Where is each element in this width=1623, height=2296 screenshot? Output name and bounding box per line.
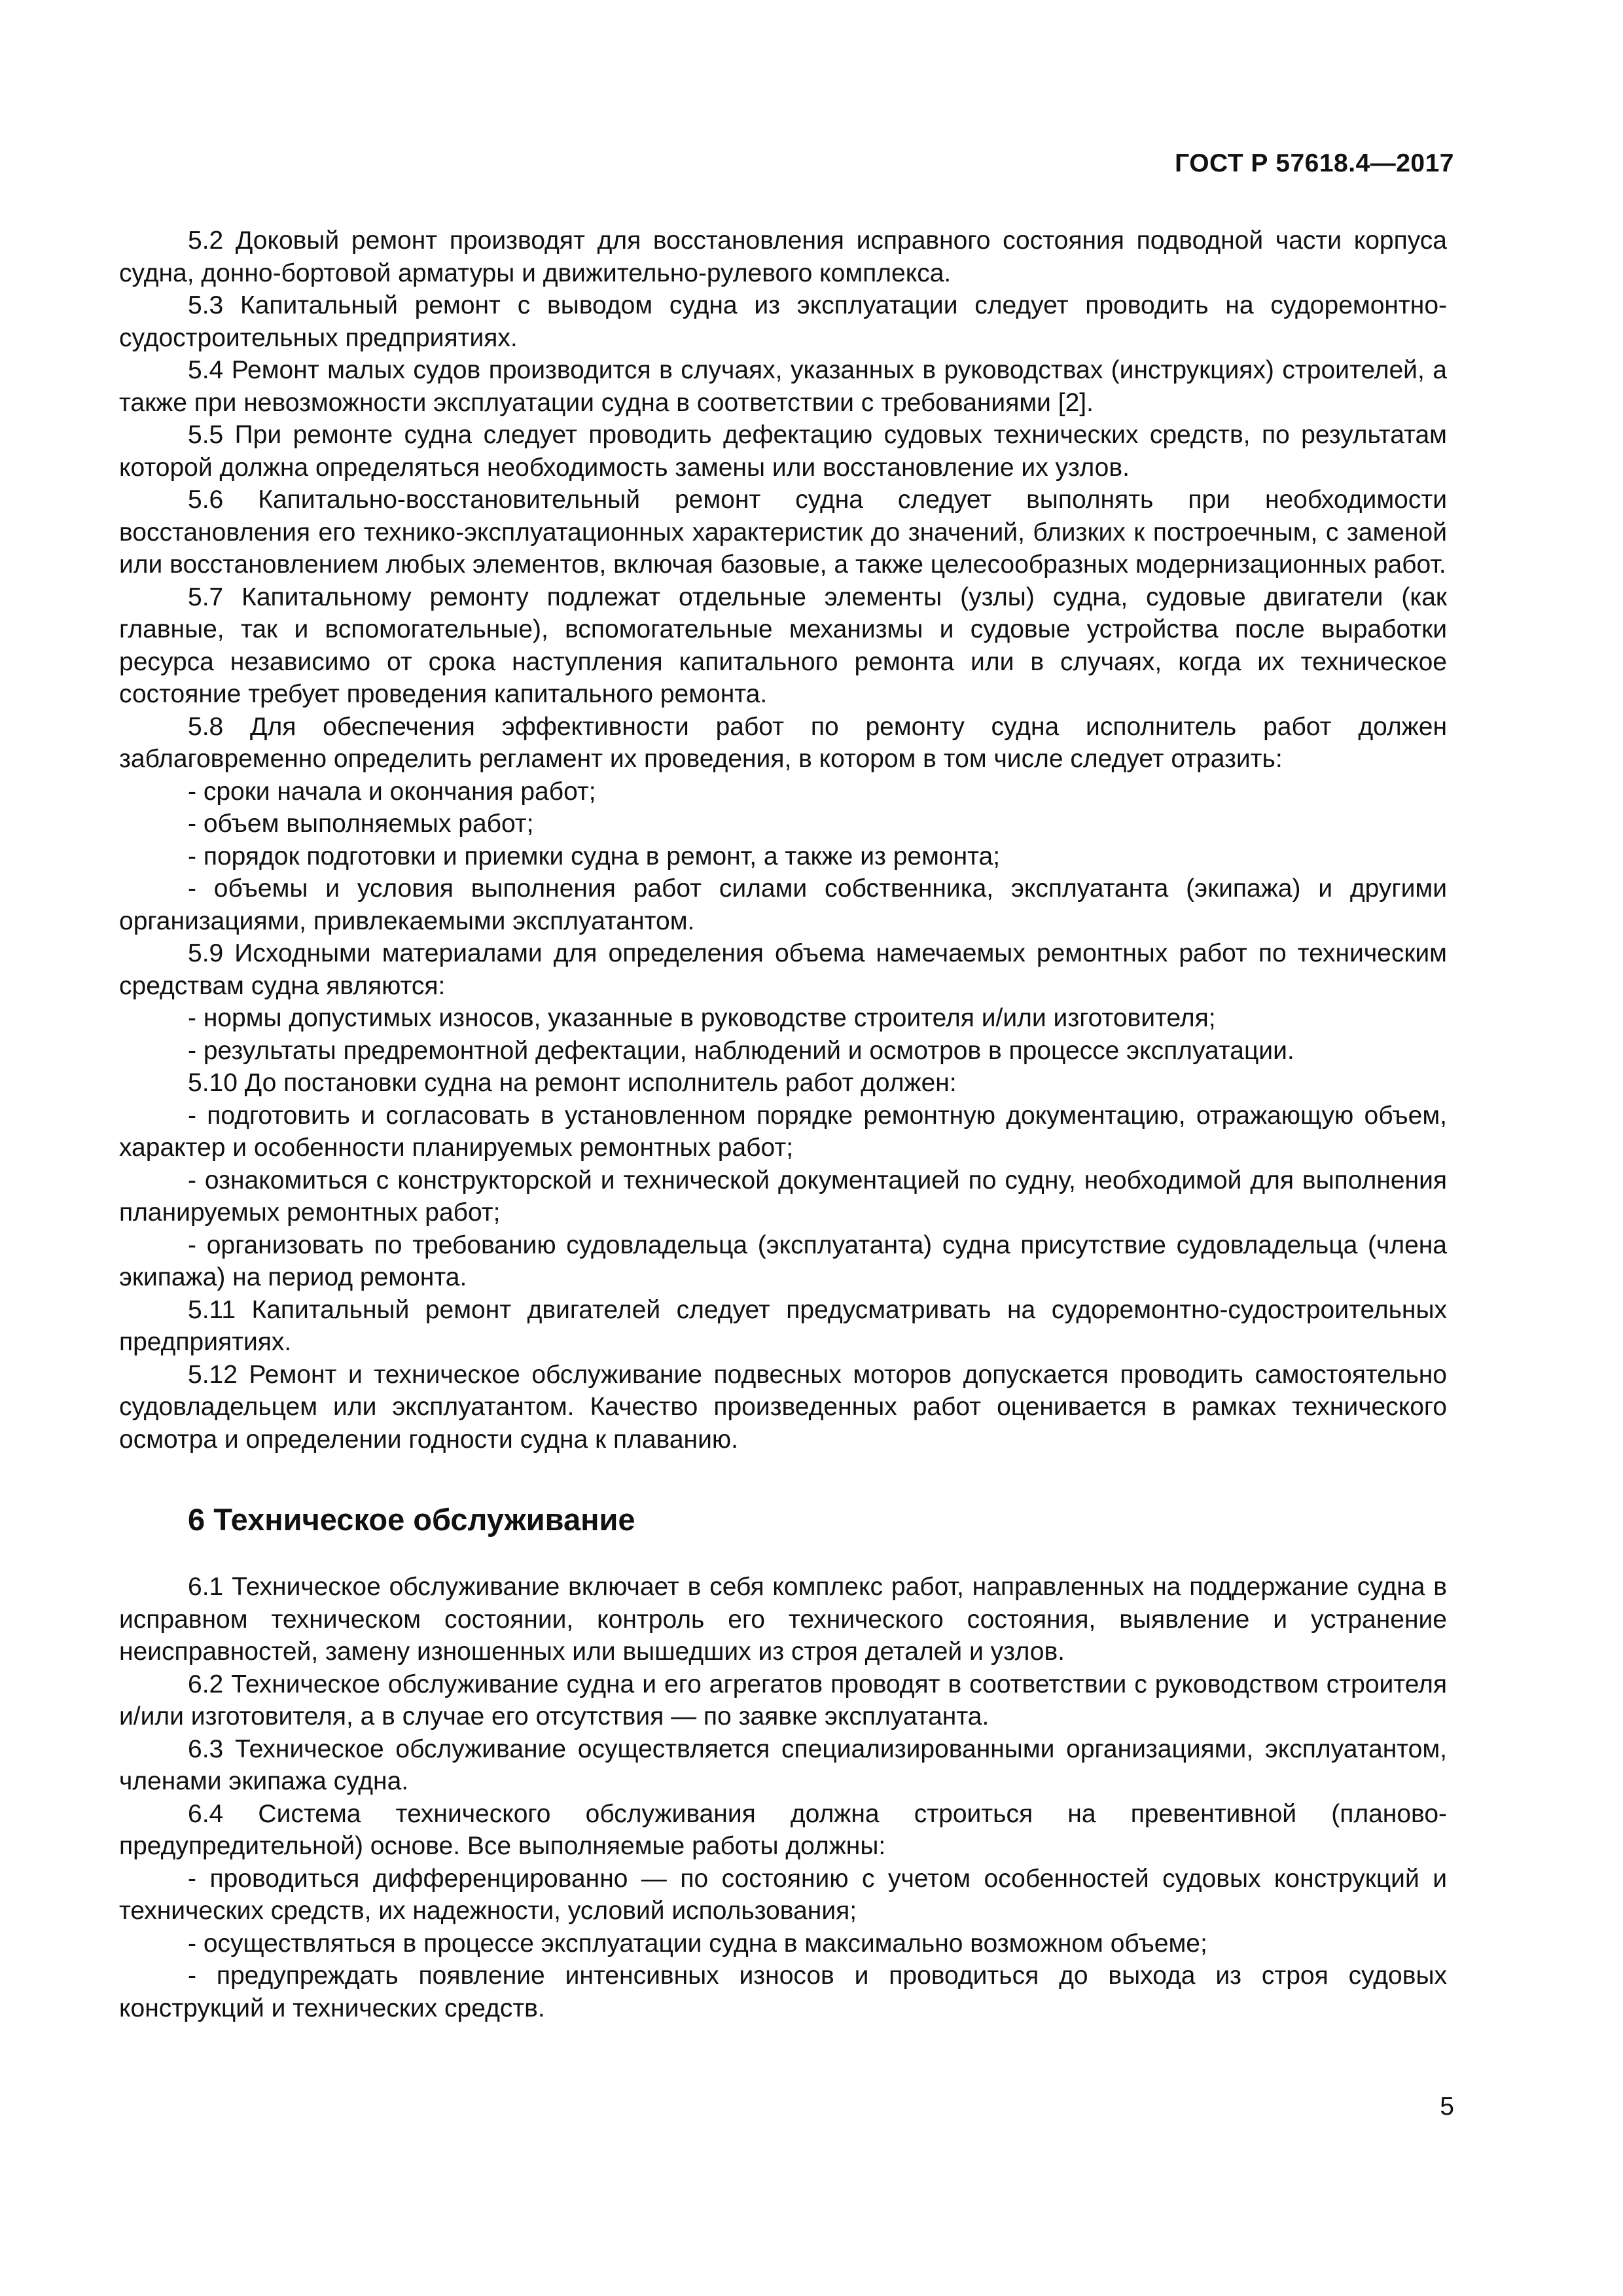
paragraph-5-2: 5.2 Доковый ремонт производят для восстановления исправного состояния подводной части корпуса судна, донно-бортовой арматуры и движительно-рулевого комплекса. [119,226,1447,287]
section-6-title: 6 Техническое обслуживание [188,1502,635,1537]
list-item: - проводиться дифференцированно — по состоянию с учетом особенностей судовых конструкций и технических средств, их надежности, условий использования; [119,1864,1447,1925]
paragraph-5-4: 5.4 Ремонт малых судов производится в случаях, указанных в руководствах (инструкциях) строителей, а также при невозможности эксплуатации судна в соответствии с требованиями [2]. [119,356,1447,417]
list-item: - организовать по требованию судовладельца (эксплуатанта) судна присутствие судовладельца (члена экипажа) на период ремонта. [119,1230,1447,1291]
list-item: - подготовить и согласовать в установленном порядке ремонтную документацию, отражающую объем, характер и особенности планируемых ремонтных работ; [119,1101,1447,1162]
paragraph-6-3: 6.3 Техническое обслуживание осуществляется специализированными организациями, эксплуатантом, членами экипажа судна. [119,1734,1447,1795]
page-number: 5 [1440,2092,1454,2121]
paragraph-5-10: 5.10 До постановки судна на ремонт исполнитель работ должен: [188,1069,957,1097]
list-item: - объем выполняемых работ; [188,810,534,838]
list-item: - осуществляться в процессе эксплуатации судна в максимально возможном объеме; [188,1929,1207,1958]
list-item: - предупреждать появление интенсивных износов и проводиться до выхода из строя судовых конструкций и технических средств. [119,1962,1447,2022]
paragraph-5-6: 5.6 Капитально-восстановительный ремонт судна следует выполнять при необходимости восстановления его технико-эксплуатационных характеристик до значений, близких к построечным, с заменой или восстановлением любых элементов, включая базовые, а также целесообразных модернизационных работ. [119,486,1447,579]
paragraph-5-5: 5.5 При ремонте судна следует проводить дефектацию судовых технических средств, по результатам которой должна определяться необходимость замены или восстановление их узлов. [119,421,1447,482]
section-6-body [119,1571,1447,2024]
list-item: - объемы и условия выполнения работ силами собственника, эксплуатанта (экипажа) и другими организациями, привлекаемыми эксплуатантом. [119,874,1447,935]
paragraph-5-11: 5.11 Капитальный ремонт двигателей следует предусматривать на судоремонтно-судостроительных предприятиях. [119,1295,1447,1356]
paragraph-6-1: 6.1 Техническое обслуживание включает в себя комплекс работ, направленных на поддержание судна в исправном техническом состоянии, контроль его технического состояния, выявление и устранение неисправностей, замену изношенных или вышедших из строя деталей и узлов. [119,1573,1447,1666]
list-item: - порядок подготовки и приемки судна в ремонт, а также из ремонта; [188,842,1001,870]
paragraph-5-8: 5.8 Для обеспечения эффективности работ по ремонту судна исполнитель работ должен заблаговременно определить регламент их проведения, в котором в том числе следует отразить: [119,712,1447,773]
list-item: - нормы допустимых износов, указанные в руководстве строителя и/или изготовителя; [188,1004,1216,1032]
list-item: - сроки начала и окончания работ; [188,777,596,806]
list-item: - ознакомиться с конструкторской и технической документацией по судну, необходимой для выполнения планируемых ремонтных работ; [119,1166,1447,1227]
document-body [119,224,1447,2024]
paragraph-5-9: 5.9 Исходными материалами для определения объема намечаемых ремонтных работ по техническим средствам судна являются: [119,939,1447,1000]
paragraph-5-12: 5.12 Ремонт и техническое обслуживание подвесных моторов допускается проводить самостоятельно судовладельцем или эксплуатантом. Качество произведенных работ оценивается в рамках технического осмотра и определении годности судна к плаванию. [119,1360,1447,1454]
list-item: - результаты предремонтной дефектации, наблюдений и осмотров в процессе эксплуатации. [188,1036,1294,1065]
paragraph-5-3: 5.3 Капитальный ремонт с выводом судна из эксплуатации следует проводить на судоремонтно-судостроительных предприятиях. [119,291,1447,352]
section-5-body [119,224,1447,1456]
paragraph-5-7: 5.7 Капитальному ремонту подлежат отдельные элементы (узлы) судна, судовые двигатели (как главные, так и вспомогательные), вспомогательные механизмы и судовые устройства после выработки ресурса независимо от срока наступления капитального ремонта или в случаях, когда их техническое состояние требует проведения капитального ремонта. [119,583,1447,708]
paragraph-6-2: 6.2 Техническое обслуживание судна и его агрегатов проводят в соответствии с руководством строителя и/или изготовителя, а в случае его отсутствия — по заявке эксплуатанта. [119,1670,1447,1731]
paragraph-6-4: 6.4 Система технического обслуживания должна строиться на превентивной (планово-предупредительной) основе. Все выполняемые работы должны: [119,1799,1447,1860]
document-code-header: ГОСТ Р 57618.4—2017 [1175,149,1454,177]
